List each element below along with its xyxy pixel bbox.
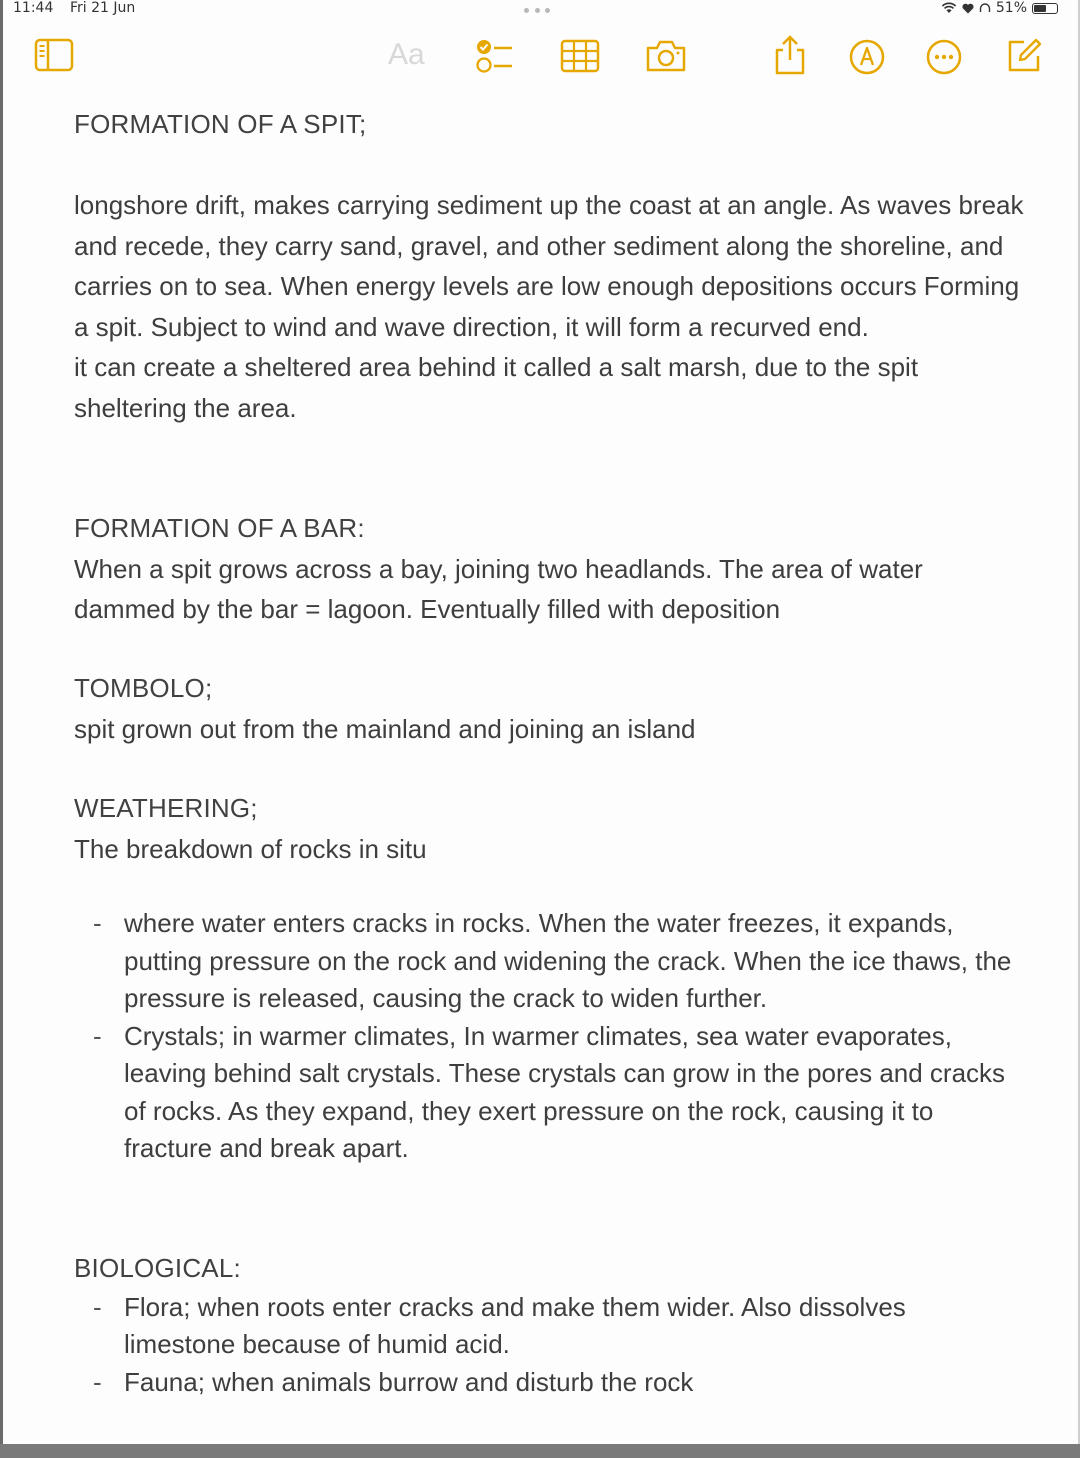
compose-button[interactable]: [1004, 36, 1044, 76]
weathering-section: [74, 788, 1024, 869]
weathering-list-block: [74, 905, 1024, 1168]
spit-heading: FORMATION OF A SPIT;: [74, 109, 367, 139]
camera-button[interactable]: [644, 38, 688, 74]
tombolo-heading: TOMBOLO;: [74, 673, 213, 703]
battery-icon: [1032, 3, 1058, 14]
tombolo-section: [74, 668, 1024, 749]
list-item: - Fauna; when animals burrow and disturb the rock: [74, 1364, 1024, 1402]
status-bar: [0, 0, 1080, 20]
spit-salt-marsh-paragraph: it can create a sheltered area behind it called a salt marsh, due to the spit sheltering the area.: [74, 352, 919, 423]
markup-icon: [848, 38, 886, 76]
sidebar-icon: [34, 38, 74, 72]
share-icon: [772, 34, 808, 76]
weathering-heading: WEATHERING;: [74, 793, 258, 823]
battery-percent: 51%: [995, 0, 1027, 16]
multitasking-dots[interactable]: [524, 8, 550, 14]
checklist-icon: [474, 37, 516, 75]
biological-section: [74, 1248, 1024, 1401]
bar-heading: FORMATION OF A BAR:: [74, 513, 365, 543]
wifi-icon: [941, 2, 957, 14]
status-time: 11:44: [13, 0, 54, 16]
more-icon: [925, 38, 963, 76]
spit-body: [74, 185, 1024, 428]
sidebar-toggle-button[interactable]: [34, 38, 74, 72]
spit-paragraph: longshore drift, makes carrying sediment up the coast at an angle. As waves break and recede, they carry sand, gravel, and other sediment along the shoreline, and carries on to sea. When energy levels are low enough depositions occurs Forming a spit. Subject to wind and wave direction, it will form a recurved end.: [74, 190, 1024, 342]
more-button[interactable]: [925, 38, 963, 76]
bar-section: [74, 508, 1024, 630]
status-indicators: [941, 0, 1058, 16]
bar-paragraph: When a spit grows across a bay, joining two headlands. The area of water dammed by the bar = lagoon. Eventually filled with deposition: [74, 553, 923, 624]
table-icon: [560, 39, 600, 73]
notes-toolbar: [0, 30, 1080, 86]
share-button[interactable]: [772, 34, 808, 76]
status-date: Fri 21 Jun: [70, 0, 136, 16]
table-button[interactable]: [560, 39, 600, 73]
spit-section: [74, 104, 1024, 145]
list-item: - Crystals; in warmer climates, In warmer climates, sea water evaporates, leaving behind salt crystals. These crystals can grow in the pores and cracks of rocks. As they expand, they exert pressure on the rock, causing it to fracture and break apart.: [74, 1018, 1024, 1168]
compose-icon: [1004, 36, 1044, 76]
tombolo-paragraph: spit grown out from the mainland and joining an island: [74, 713, 696, 744]
scan-edge: [0, 1444, 1080, 1458]
biological-heading: BIOLOGICAL:: [74, 1253, 241, 1283]
list-item: - where water enters cracks in rocks. When the water freezes, it expands, putting pressure on the rock and widening the crack. When the ice thaws, the pressure is released, causing the crack to widen further.: [74, 905, 1024, 1018]
markup-button[interactable]: [848, 38, 886, 76]
format-button[interactable]: Aa: [388, 38, 425, 71]
headphones-icon: [979, 2, 991, 14]
checklist-button[interactable]: [474, 37, 516, 75]
camera-icon: [644, 38, 688, 74]
weathering-list: [74, 905, 1024, 1168]
heart-icon: [962, 3, 974, 14]
list-item: - Flora; when roots enter cracks and make them wider. Also dissolves limestone because of humid acid.: [74, 1289, 1024, 1364]
biological-list: [74, 1289, 1024, 1402]
weathering-paragraph: The breakdown of rocks in situ: [74, 833, 427, 864]
